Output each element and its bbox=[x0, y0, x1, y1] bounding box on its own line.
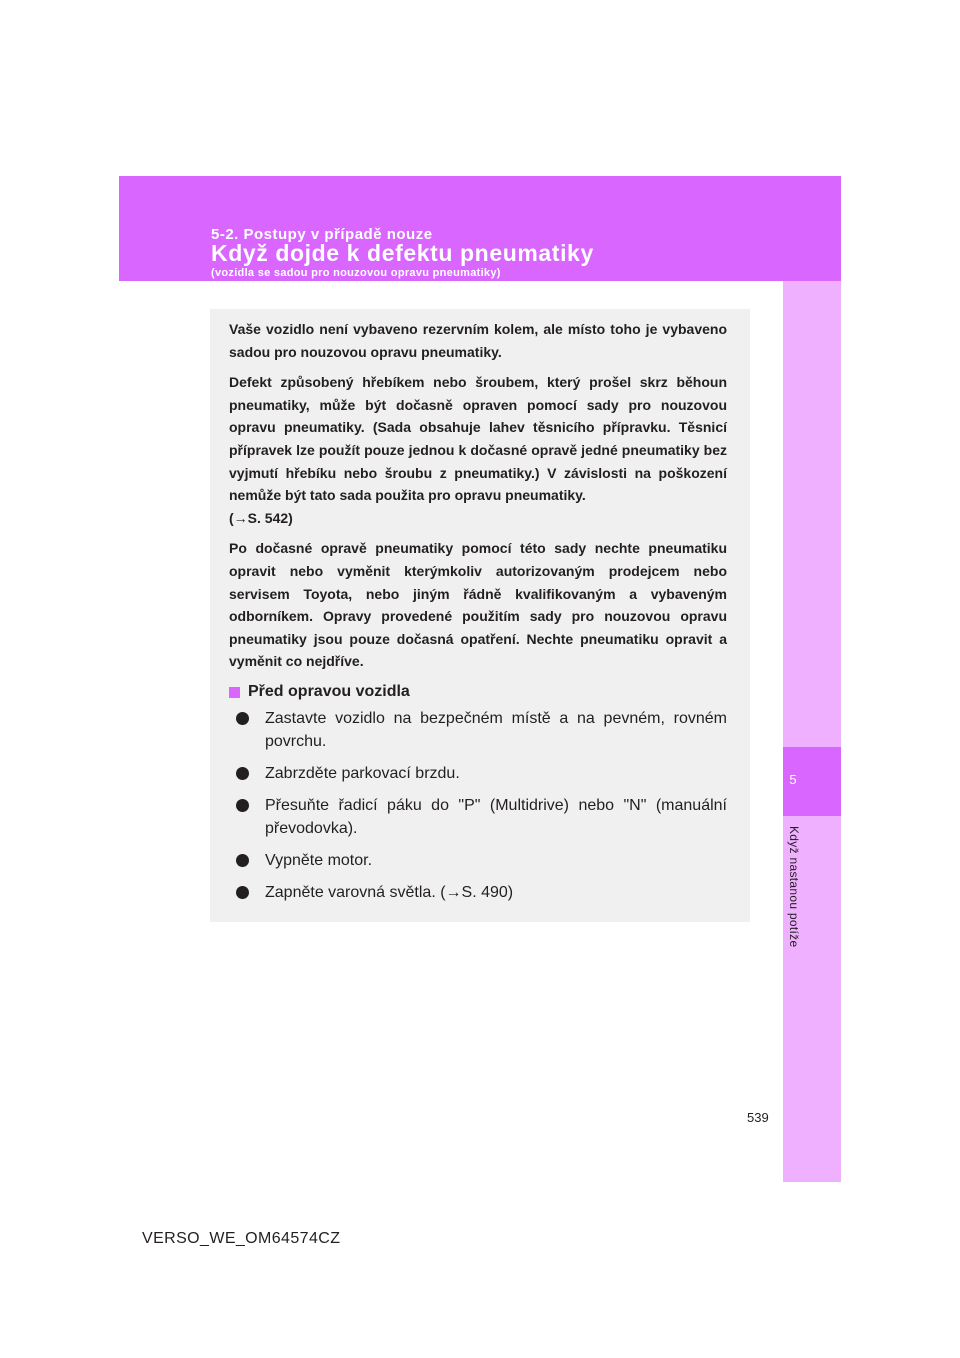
subsection-heading-text: Před opravou vozidla bbox=[248, 683, 410, 700]
list-item-text: Zapněte varovná světla. (→S. 490) bbox=[265, 884, 514, 901]
list-item bbox=[229, 794, 727, 840]
chapter-title: Když nastanou potíže bbox=[787, 826, 801, 948]
list-item-text: Přesuňte řadicí páku do "P" (Multidrive) nebo "N" (manuální převodovka). bbox=[265, 797, 727, 837]
subsection-heading bbox=[229, 681, 727, 703]
list-item bbox=[229, 762, 727, 785]
intro-paragraph-text: Defekt způsobený hřebíkem nebo šroubem, který prošel skrz běhoun pneumatiky, může být dočasně opraven pomocí sady pro nouzovou opravu pneumatiky. (Sada obsahuje lahev těsnicího přípravku. Těsnicí přípravek lze použít pouze jednou k dočasné opravě jedné pneumatiky bez vyjmutí hřebíku nebo šroubu z pneumatiky.) V závislosti na poškození nemůže být tato sada použita pro opravu pneumatiky. bbox=[229, 374, 727, 504]
square-bullet-icon bbox=[229, 687, 240, 698]
intro-text bbox=[229, 318, 727, 681]
page-title: Když dojde k defektu pneumatiky bbox=[211, 240, 594, 266]
list-item-text: Zabrzděte parkovací brzdu. bbox=[265, 765, 460, 782]
bullet-icon bbox=[236, 854, 249, 867]
bullet-icon bbox=[236, 712, 249, 725]
chapter-side-tab bbox=[783, 281, 841, 1182]
page-subtitle: (vozidla se sadou pro nouzovou opravu pneumatiky) bbox=[211, 267, 501, 279]
list-item bbox=[229, 881, 727, 904]
list-item bbox=[229, 849, 727, 872]
list-item bbox=[229, 707, 727, 753]
intro-paragraph bbox=[229, 371, 727, 529]
section-label: 5-2. Postupy v případě nouze bbox=[211, 226, 433, 243]
page-reference[interactable]: (→S. 542) bbox=[229, 509, 293, 526]
subsection-before-repair bbox=[229, 681, 727, 904]
list-item-text: Vypněte motor. bbox=[265, 852, 373, 869]
bullet-icon bbox=[236, 767, 249, 780]
intro-paragraph: Po dočasné opravě pneumatiky pomocí této sady nechte pneumatiku opravit nebo vyměnit kterýmkoliv autorizovaným prodejcem nebo servisem Toyota, nebo jiným řádně kvalifikovaným a vybaveným odborníkem. Opravy provedené použitím sady pro nouzovou opravu pneumatiky jsou pouze dočasná opatření. Nechte pneumatiku opravit a vyměnit co nejdříve. bbox=[229, 540, 727, 670]
document-code: VERSO_WE_OM64574CZ bbox=[142, 1230, 341, 1247]
bullet-icon bbox=[236, 886, 249, 899]
page-number: 539 bbox=[747, 1110, 769, 1125]
intro-paragraph: Vaše vozidlo není vybaveno rezervním kolem, ale místo toho je vybaveno sadou pro nouzovou opravu pneumatiky. bbox=[229, 321, 727, 360]
steps-list bbox=[229, 707, 727, 904]
chapter-number: 5 bbox=[789, 772, 797, 787]
bullet-icon bbox=[236, 799, 249, 812]
list-item-text: Zastavte vozidlo na bezpečném místě a na pevném, rovném povrchu. bbox=[265, 710, 727, 750]
